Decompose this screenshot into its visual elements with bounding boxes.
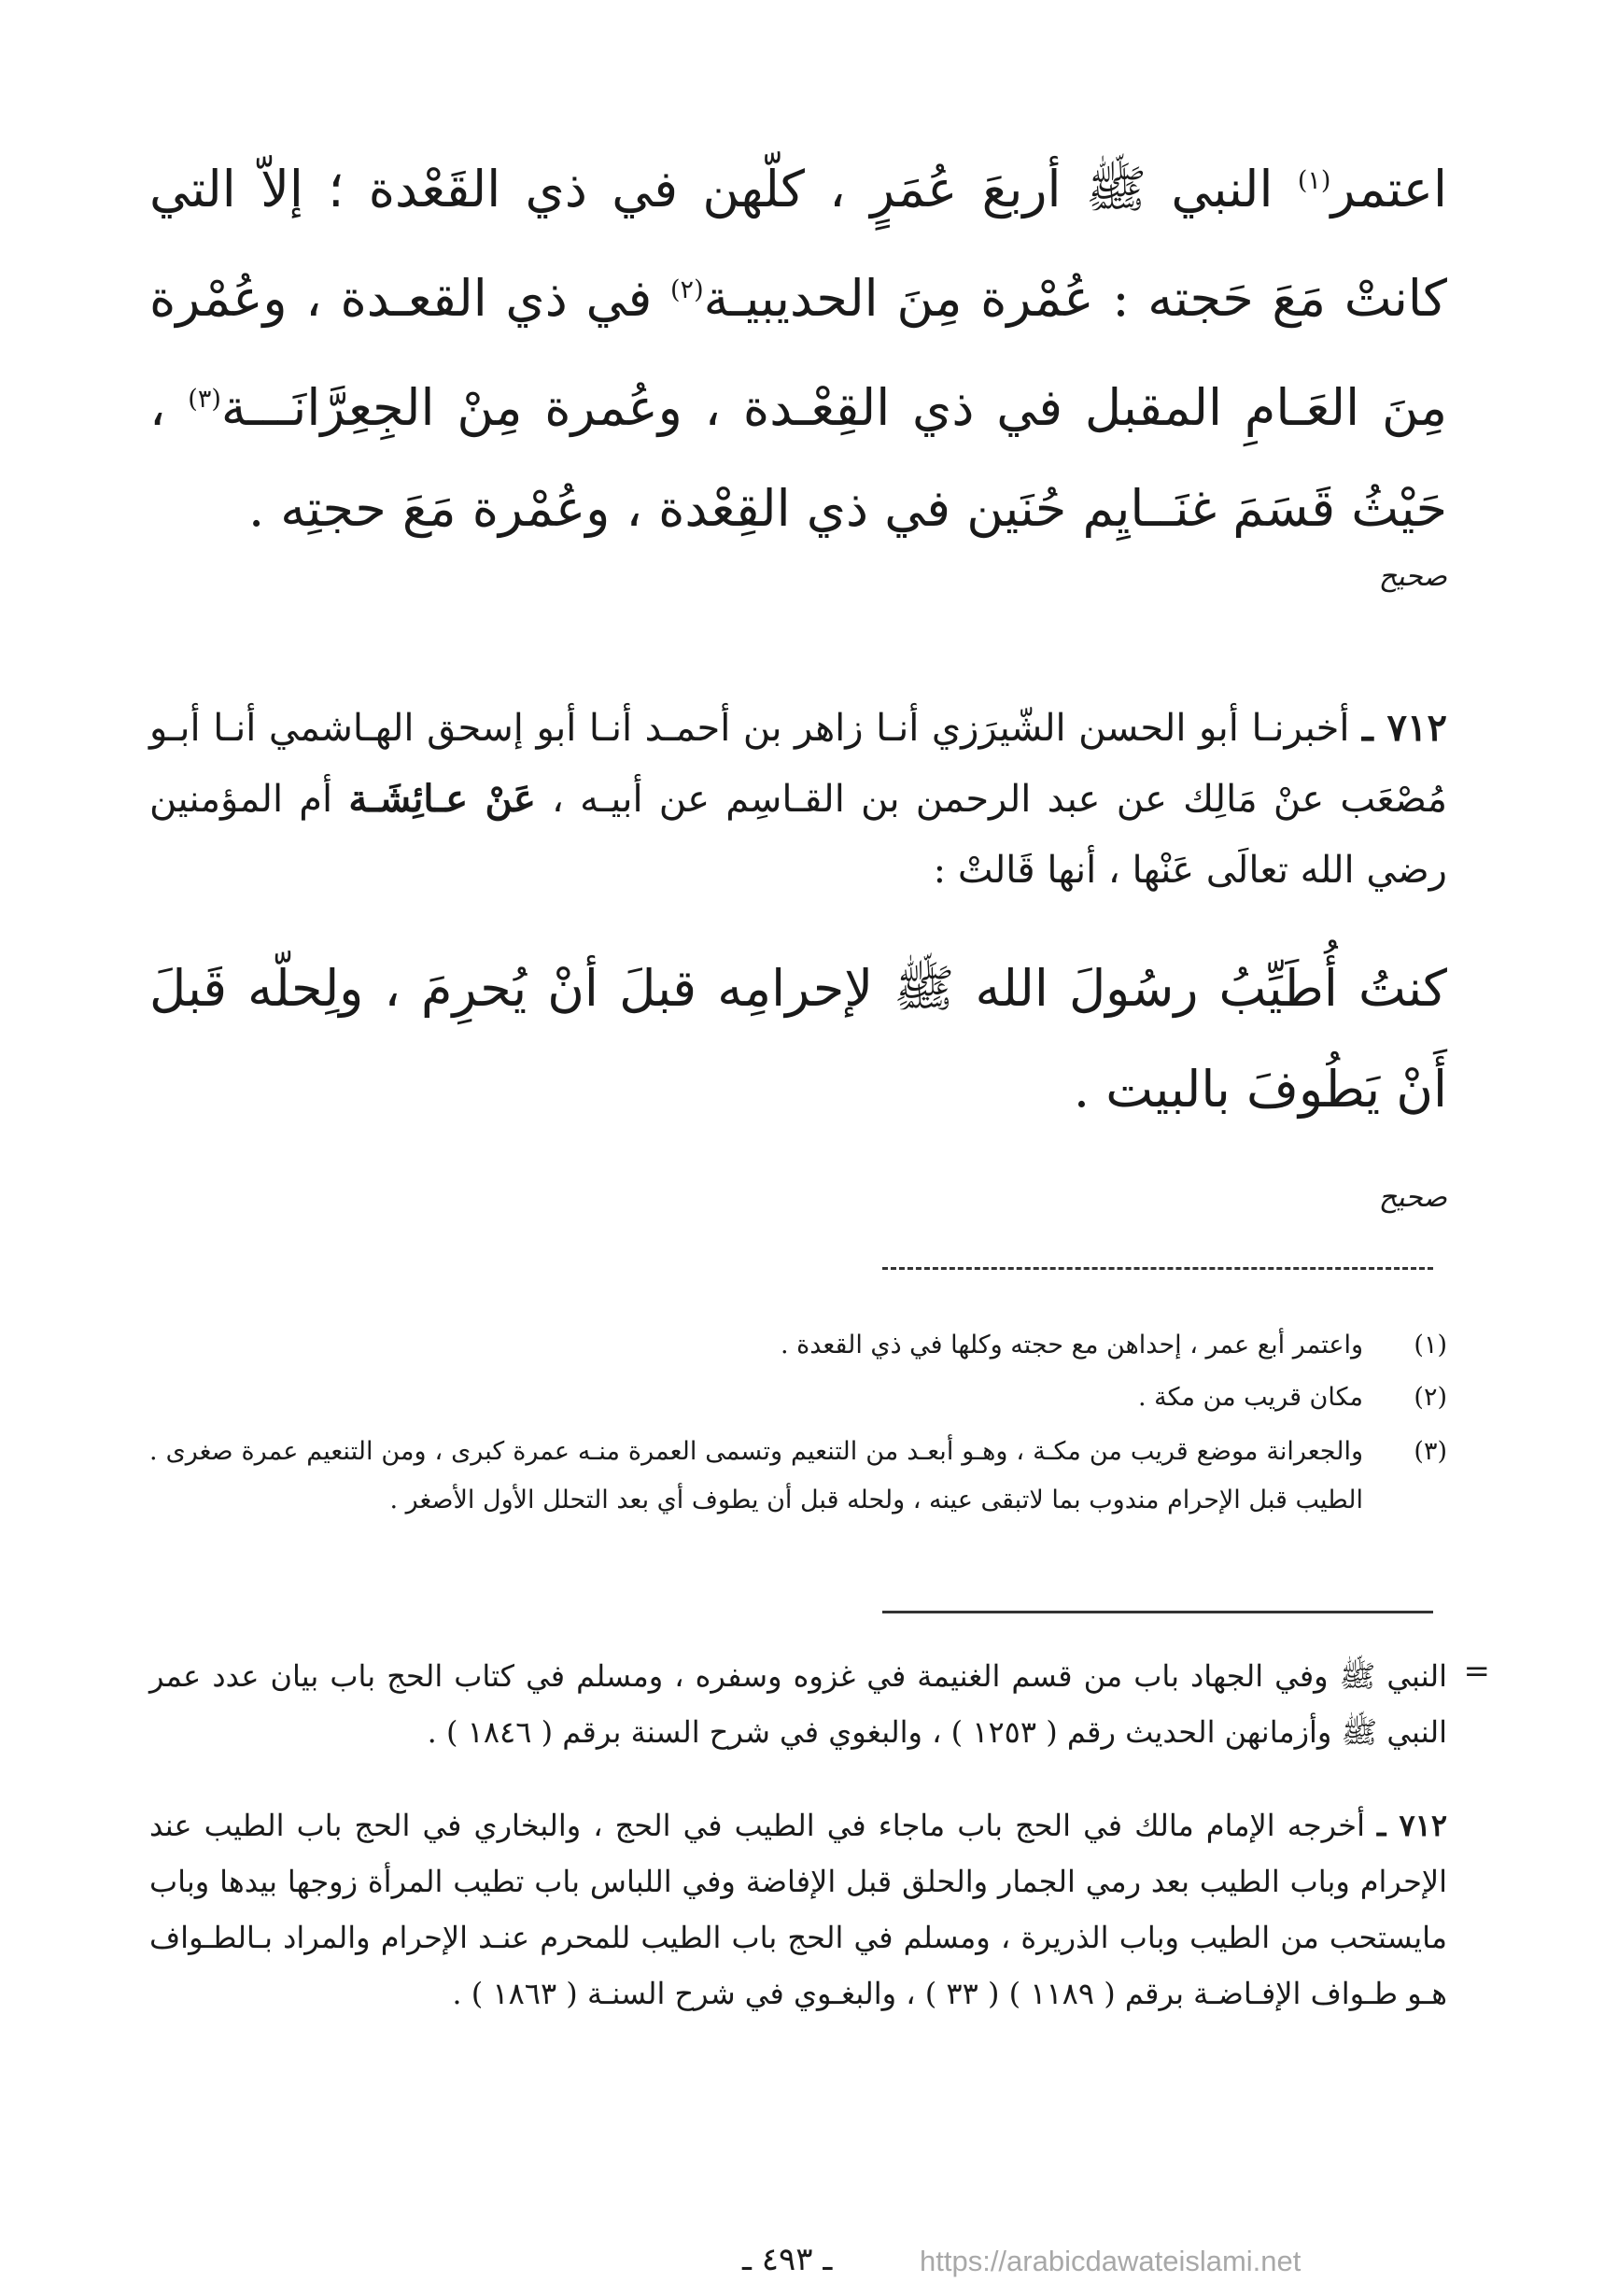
- hadith-712-isnad-chain: أخبرنـا أبو الحسن الشّيرَزي أنـا زاهر بن أحمـد أنـا أبو إسحق الهـاشمي أنـا أبـو مُصْعَب عنْ مَالِك عن عبد الرحمن بن القـاسِم عن أبيـه ،: [149, 707, 1448, 821]
- hadith-712-grade: صحيح: [1378, 1181, 1447, 1214]
- hadith-711-matn-part-1: اعتمر: [1330, 160, 1447, 218]
- takhrij-continuation: النبي ﷺ وفي الجهاد باب من قسم الغنيمة في غزوه وسفره ، ومسلم في كتاب الحج باب بيان عدد عمر النبي ﷺ وأزمانهن الحديث رقم ( ١٢٥٣ ) ، والبغوي في شرح السنة برقم ( ١٨٤٦ ) .: [149, 1658, 1447, 1750]
- hadith-712-isnad-end: أم المؤمنين رضي الله تعالَى عَنْها ، أنها قَالتْ :: [149, 778, 1447, 892]
- continuation-mark: =: [1463, 1653, 1490, 1690]
- takhrij-712-text: أخرجه الإمام مالك في الحج باب ماجاء في الطيب في الحج ، والبخاري في الحج باب الطيب عند الإحرام وباب الطيب بعد رمي الجمار والحلق قبل الإفاضة وفي اللباس باب تطيب المرأة زوجها بيدها وباب مايستحب من الطيب وباب الذريرة ، ومسلم في الحج باب الطيب للمحرم عنـد الإحرام والمراد بـالطـواف هـو طـواف الإفـاضـة برقم ( ١١٨٩ ) ( ٣٣ ) ، والبغـوي في شرح السنـة ( ١٨٦٣ ) .: [149, 1808, 1447, 2011]
- hadith-712-isnad: [149, 693, 1447, 906]
- hadith-711-matn: [149, 131, 1447, 559]
- footnote-item: [149, 1373, 1447, 1422]
- footnote-item: [149, 1321, 1447, 1370]
- footnote-separator: [882, 1267, 1433, 1270]
- footnote-ref-1[interactable]: (١): [1297, 166, 1331, 195]
- footnote-text: والجعرانة موضع قريب من مكـة ، وهـو أبعـد من التنعيم وتسمى العمرة منـه عمرة كبرى ، ومن التنعيم عمرة صغرى . الطيب قبل الإحرام مندوب بما لاتبقى عينه ، ولحله قبل أن يطوف أي بعد التحلل الأول الأصغر .: [149, 1437, 1363, 1514]
- footnote-text: مكان قريب من مكة .: [1137, 1383, 1363, 1412]
- takhrij-712-number: ٧١٢ ـ: [1377, 1808, 1448, 1843]
- hadith-712-number: ٧١٢ ـ: [1362, 706, 1447, 750]
- hadith-711-matn-part-3: في ذي القعـدة ، وعُمْرة مِنَ العَـامِ المقبل في ذي القِعْـدة ، وعُمرة مِنْ الجِعِرَّانَـــة: [149, 269, 1447, 437]
- footnote-text: واعتمر أبع عمر ، إحداهن مع حجته وكلها في ذي القعدة .: [780, 1331, 1363, 1359]
- footnotes: [149, 1321, 1447, 1525]
- takhrij-separator: [882, 1611, 1433, 1613]
- hadith-711-grade: صحيح: [1378, 560, 1447, 593]
- footnote-ref-3[interactable]: (٣): [188, 385, 221, 414]
- watermark-url[interactable]: https://arabicdawateislami.net: [920, 2245, 1301, 2277]
- footnote-ref-2[interactable]: (٢): [670, 275, 704, 304]
- page-number: ـ ٤٩٣ ـ: [742, 2241, 833, 2278]
- footnote-number: (٢): [1414, 1383, 1447, 1412]
- hadith-712-matn: كنتُ أُطَيِّبُ رسُولَ الله ﷺ لإحرامِه قبلَ أنْ يُحرِمَ ، ولِحلّه قَبلَ أَنْ يَطُوفَ بالبيت .: [149, 959, 1447, 1119]
- hadith-711-matn-part-4: ، حَيْثُ قَسَمَ غنَــايِم حُنَين في ذي القِعْدة ، وعُمْرة مَعَ حجتِه .: [149, 378, 1447, 538]
- footnote-item: [149, 1428, 1447, 1525]
- hadith-712-narrator: عَنْ عـائِشَـة: [348, 777, 536, 821]
- takhrij-712: [149, 1797, 1447, 2021]
- footnote-number: (١): [1414, 1331, 1447, 1359]
- footnote-number: (٣): [1414, 1437, 1447, 1466]
- hadith-711-matn-part-2: النبي ﷺ أربعَ عُمَرٍ ، كلّهن في ذي القَعْدة ؛ إلاّ التي كانتْ مَعَ حَجته : عُمْرة مِنَ الحديبيـة: [149, 160, 1448, 328]
